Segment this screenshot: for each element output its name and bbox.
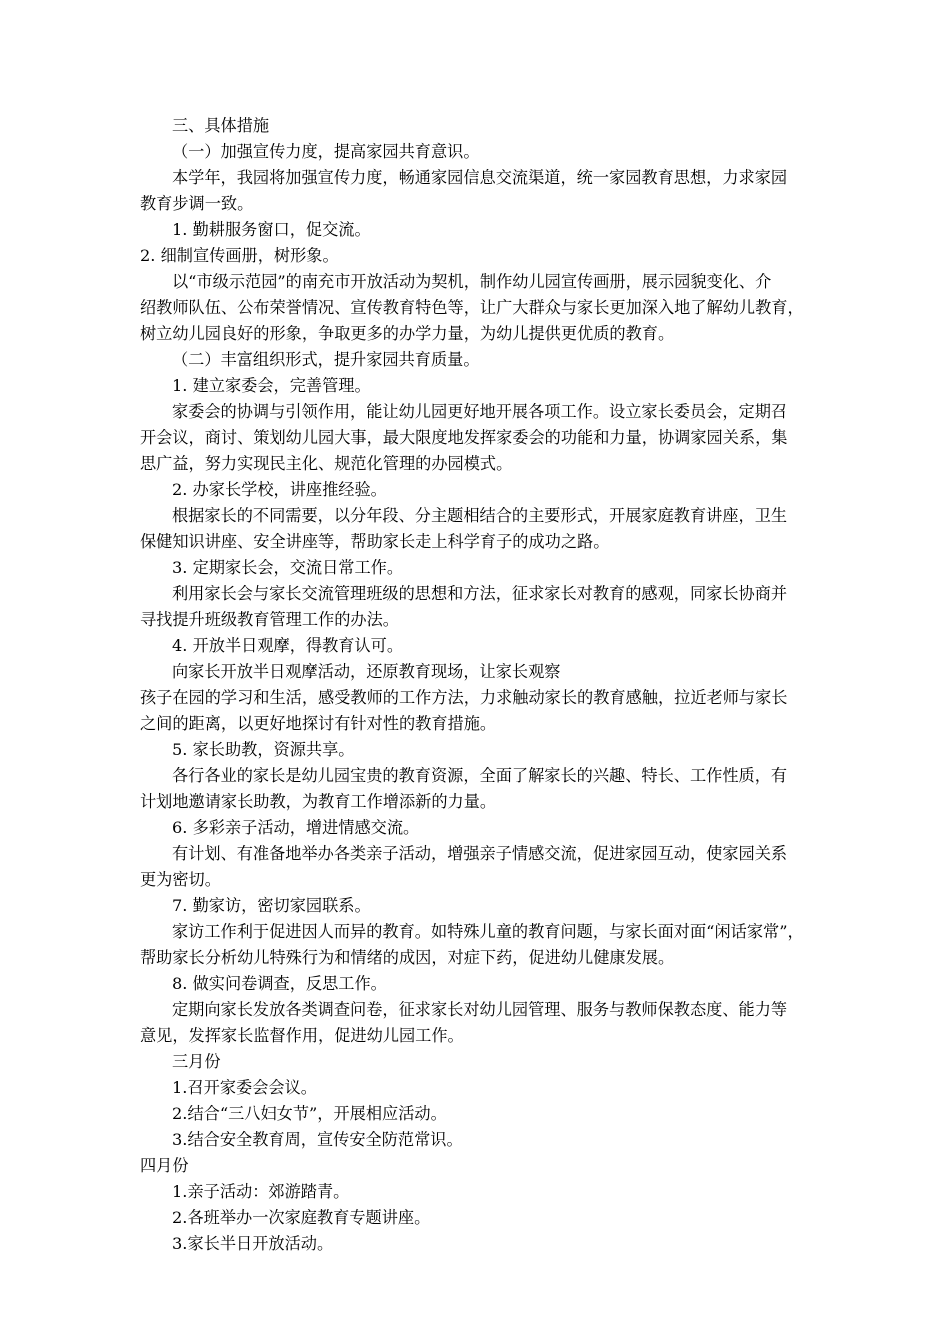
item-line: 8. 做实问卷调查，反思工作。 (172, 974, 387, 993)
item-line: 1. 建立家委会，完善管理。 (172, 376, 371, 395)
item-line: 5. 家长助教，资源共享。 (172, 740, 355, 759)
subheading-line: （二）丰富组织形式，提升家园共育质量。 (172, 350, 480, 369)
item-line: 6. 多彩亲子活动，增进情感交流。 (172, 818, 420, 837)
paragraph-line: 以“市级示范园”的南充市开放活动为契机，制作幼儿园宣传画册，展示园貌变化、介 (172, 272, 772, 291)
paragraph-line: 寻找提升班级教育管理工作的办法。 (140, 610, 399, 629)
paragraph-line: 保健知识讲座、安全讲座等，帮助家长走上科学育子的成功之路。 (140, 532, 610, 551)
subheading-line: （一）加强宣传力度，提高家园共育意识。 (172, 142, 480, 161)
item-line: 3. 定期家长会，交流日常工作。 (172, 558, 404, 577)
paragraph-line: 家委会的协调与引领作用，能让幼儿园更好地开展各项工作。设立家长委员会，定期召 (172, 402, 788, 421)
heading-line: 三、具体措施 (172, 116, 270, 135)
paragraph-line: 本学年，我园将加强宣传力度，畅通家园信息交流渠道，统一家园教育思想，力求家园 (172, 168, 788, 187)
paragraph-line: 家访工作利于促进因人而异的教育。如特殊儿童的教育问题，与家长面对面“闲话家常”， (172, 922, 804, 941)
item-line: 7. 勤家访，密切家园联系。 (172, 896, 371, 915)
item-line: 2. 办家长学校，讲座推经验。 (172, 480, 387, 499)
paragraph-line: 帮助家长分析幼儿特殊行为和情绪的成因，对症下药，促进幼儿健康发展。 (140, 948, 675, 967)
paragraph-line: 向家长开放半日观摩活动，还原教育现场，让家长观察 (172, 662, 561, 681)
paragraph-line: 孩子在园的学习和生活，感受教师的工作方法，力求触动家长的教育感触，拉近老师与家长 (140, 688, 788, 707)
item-line: 4. 开放半日观摩，得教育认可。 (172, 636, 404, 655)
paragraph-line: 意见，发挥家长监督作用，促进幼儿园工作。 (140, 1026, 464, 1045)
month-item: 2.结合“三八妇女节”，开展相应活动。 (172, 1104, 447, 1123)
paragraph-line: 有计划、有准备地举办各类亲子活动，增强亲子情感交流，促进家园互动，使家园关系 (172, 844, 788, 863)
paragraph-line: 定期向家长发放各类调查问卷，征求家长对幼儿园管理、服务与教师保教态度、能力等 (172, 1000, 788, 1019)
month-item: 3.结合安全教育周，宣传安全防范常识。 (172, 1130, 463, 1149)
paragraph-line: 各行各业的家长是幼儿园宝贵的教育资源，全面了解家长的兴趣、特长、工作性质，有 (172, 766, 788, 785)
item-line: 1. 勤耕服务窗口，促交流。 (172, 220, 371, 239)
paragraph-line: 思广益，努力实现民主化、规范化管理的办园模式。 (140, 454, 513, 473)
month-item: 1.召开家委会会议。 (172, 1078, 317, 1097)
month-item: 1.亲子活动：郊游踏青。 (172, 1182, 350, 1201)
month-heading: 四月份 (140, 1156, 189, 1175)
paragraph-line: 更为密切。 (140, 870, 221, 889)
paragraph-line: 之间的距离，以更好地探讨有针对性的教育措施。 (140, 714, 497, 733)
paragraph-line: 教育步调一致。 (140, 194, 254, 213)
paragraph-line: 计划地邀请家长助教，为教育工作增添新的力量。 (140, 792, 497, 811)
paragraph-line: 绍教师队伍、公布荣誉情况、宣传教育特色等，让广大群众与家长更加深入地了解幼儿教育， (140, 298, 804, 317)
paragraph-line: 开会议，商讨、策划幼儿园大事，最大限度地发挥家委会的功能和力量，协调家园关系，集 (140, 428, 788, 447)
month-heading: 三月份 (172, 1052, 221, 1071)
month-item: 2.各班举办一次家庭教育专题讲座。 (172, 1208, 431, 1227)
item-line: 2. 细制宣传画册，树形象。 (140, 246, 339, 265)
month-item: 3.家长半日开放活动。 (172, 1234, 334, 1253)
paragraph-line: 根据家长的不同需要，以分年段、分主题相结合的主要形式，开展家庭教育讲座，卫生 (172, 506, 788, 525)
paragraph-line: 树立幼儿园良好的形象，争取更多的办学力量，为幼儿提供更优质的教育。 (140, 324, 675, 343)
paragraph-line: 利用家长会与家长交流管理班级的思想和方法，征求家长对教育的感观，同家长协商并 (172, 584, 788, 603)
